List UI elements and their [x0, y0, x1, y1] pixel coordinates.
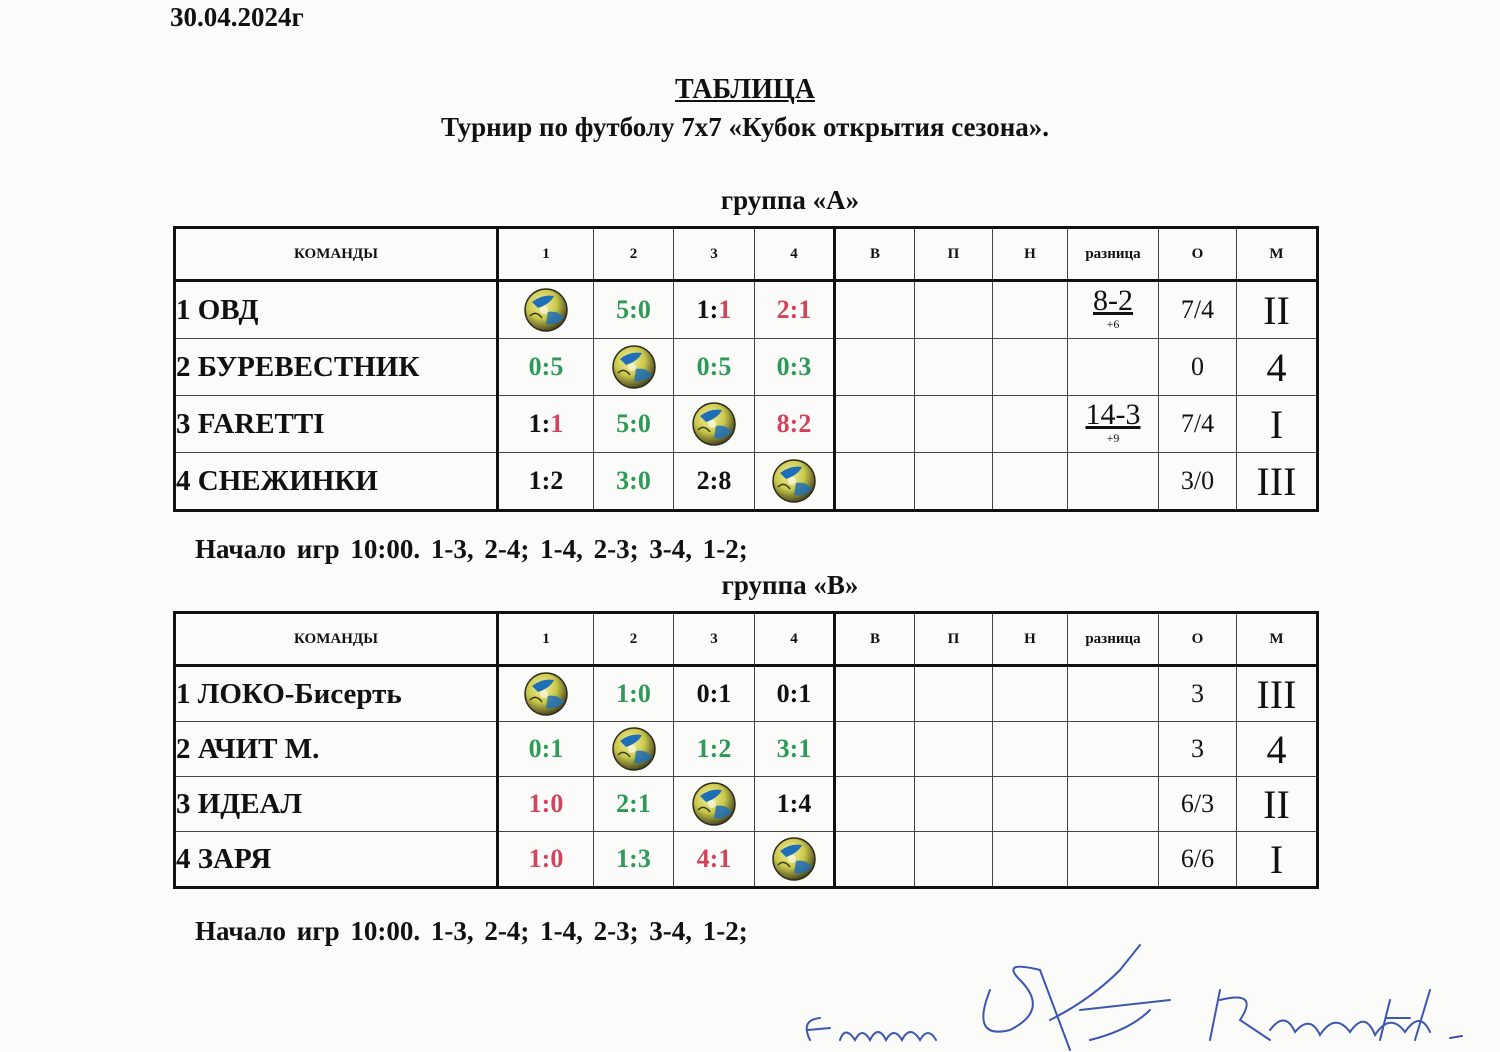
wins-cell [835, 722, 915, 777]
losses-cell [915, 281, 993, 339]
score-cell: 1:2 [498, 453, 594, 511]
group-b-title: группа «В» [721, 570, 859, 600]
score-cell: 0:5 [498, 339, 594, 396]
wins-cell [835, 339, 915, 396]
score-cell: 4:1 [674, 832, 755, 888]
losses-cell [915, 722, 993, 777]
diagonal-cell [498, 666, 594, 722]
table-row [175, 777, 1318, 832]
losses-cell [915, 666, 993, 722]
score-cell: 2:8 [674, 453, 755, 511]
team-name: 2 БУРЕВЕСТНИК [175, 339, 498, 396]
place-cell: 4 [1237, 722, 1318, 777]
table-row [175, 339, 1318, 396]
goal-difference: 14-3 [1085, 397, 1141, 431]
header-col-4: 4 [755, 613, 835, 666]
goal-difference-net: +9 [1106, 430, 1120, 445]
header-col-1: 1 [498, 228, 594, 281]
score-cell: 5:0 [594, 396, 674, 453]
document-date: 30.04.2024г [170, 2, 304, 32]
difference-cell [1068, 722, 1159, 777]
difference-cell [1068, 832, 1159, 888]
goal-difference: 8-2 [1093, 283, 1133, 317]
place-cell: I [1237, 832, 1318, 888]
place-cell: I [1237, 396, 1318, 453]
header-row [175, 228, 1318, 281]
draws-cell [993, 396, 1068, 453]
table-row [175, 396, 1318, 453]
header-col-3: 3 [674, 228, 755, 281]
score-cell: 5:0 [594, 281, 674, 339]
losses-cell [915, 396, 993, 453]
header-losses: П [915, 228, 993, 281]
header-wins: В [835, 228, 915, 281]
header-draws: Н [993, 228, 1068, 281]
draws-cell [993, 453, 1068, 511]
soccer-ball-icon [524, 672, 568, 716]
difference-cell [1068, 453, 1159, 511]
header-difference: разница [1068, 613, 1159, 666]
score-cell: 2:1 [594, 777, 674, 832]
soccer-ball-icon [612, 727, 656, 771]
points-cell: 7/4 [1159, 396, 1237, 453]
header-points: О [1159, 228, 1237, 281]
group-a-table [173, 226, 1319, 512]
losses-cell [915, 832, 993, 888]
score-cell: 3:0 [594, 453, 674, 511]
soccer-ball-icon [692, 782, 736, 826]
score-cell: 8:2 [755, 396, 835, 453]
draws-cell [993, 281, 1068, 339]
wins-cell [835, 832, 915, 888]
group-b-schedule: Начало игр 10:00. 1-3, 2-4; 1-4, 2-3; 3-4, 1-2; [195, 916, 748, 946]
difference-cell [1068, 339, 1159, 396]
team-name: 4 СНЕЖИНКИ [175, 453, 498, 511]
soccer-ball-icon [772, 459, 816, 503]
tournament-subtitle: Турнир по футболу 7х7 «Кубок открытия сезона». [440, 112, 1050, 142]
score-cell: 1:3 [594, 832, 674, 888]
group-b-table [173, 611, 1319, 889]
header-place: М [1237, 228, 1318, 281]
table-row [175, 453, 1318, 511]
difference-cell [1068, 666, 1159, 722]
header-row [175, 613, 1318, 666]
header-draws: Н [993, 613, 1068, 666]
diagonal-cell [594, 339, 674, 396]
header-teams: КОМАНДЫ [175, 228, 498, 281]
score-part: 1 [718, 295, 732, 324]
header-col-4: 4 [755, 228, 835, 281]
diagonal-cell [498, 281, 594, 339]
header-col-2: 2 [594, 228, 674, 281]
points-cell: 3 [1159, 666, 1237, 722]
difference-cell [1068, 281, 1159, 339]
wins-cell [835, 666, 915, 722]
diagonal-cell [755, 453, 835, 511]
team-name: 1 ЛОКО-Бисерть [175, 666, 498, 722]
score-part: 1 [550, 409, 564, 438]
document-title: ТАБЛИЦА [675, 74, 815, 105]
losses-cell [915, 339, 993, 396]
score-cell: 1:4 [755, 777, 835, 832]
score-part: 1: [696, 295, 719, 324]
table-row [175, 666, 1318, 722]
handwritten-signature [790, 940, 1490, 1052]
points-cell: 3 [1159, 722, 1237, 777]
score-cell: 1:0 [498, 777, 594, 832]
soccer-ball-icon [772, 837, 816, 881]
place-cell: 4 [1237, 339, 1318, 396]
losses-cell [915, 777, 993, 832]
wins-cell [835, 453, 915, 511]
place-cell: II [1237, 281, 1318, 339]
soccer-ball-icon [612, 345, 656, 389]
score-cell: 0:5 [674, 339, 755, 396]
table-row [175, 281, 1318, 339]
score-cell [498, 396, 594, 453]
wins-cell [835, 396, 915, 453]
points-cell: 0 [1159, 339, 1237, 396]
draws-cell [993, 722, 1068, 777]
place-cell: III [1237, 666, 1318, 722]
soccer-ball-icon [524, 288, 568, 332]
group-a-title: группа «А» [720, 185, 860, 215]
score-cell: 1:0 [594, 666, 674, 722]
table-row [175, 722, 1318, 777]
diagonal-cell [674, 396, 755, 453]
team-name: 2 АЧИТ М. [175, 722, 498, 777]
score-cell: 0:3 [755, 339, 835, 396]
points-cell: 6/3 [1159, 777, 1237, 832]
draws-cell [993, 339, 1068, 396]
place-cell: II [1237, 777, 1318, 832]
score-cell [674, 281, 755, 339]
draws-cell [993, 777, 1068, 832]
header-col-2: 2 [594, 613, 674, 666]
soccer-ball-icon [692, 402, 736, 446]
team-name: 4 ЗАРЯ [175, 832, 498, 888]
score-cell: 2:1 [755, 281, 835, 339]
diagonal-cell [674, 777, 755, 832]
goal-difference-net: +6 [1106, 316, 1120, 331]
header-teams: КОМАНДЫ [175, 613, 498, 666]
draws-cell [993, 832, 1068, 888]
score-part: 1: [528, 409, 551, 438]
team-name: 1 ОВД [175, 281, 498, 339]
difference-cell [1068, 396, 1159, 453]
score-cell: 0:1 [498, 722, 594, 777]
header-place: М [1237, 613, 1318, 666]
header-col-3: 3 [674, 613, 755, 666]
losses-cell [915, 453, 993, 511]
diagonal-cell [755, 832, 835, 888]
header-wins: В [835, 613, 915, 666]
score-cell: 0:1 [674, 666, 755, 722]
wins-cell [835, 777, 915, 832]
wins-cell [835, 281, 915, 339]
diagonal-cell [594, 722, 674, 777]
place-cell: III [1237, 453, 1318, 511]
points-cell: 7/4 [1159, 281, 1237, 339]
header-points: О [1159, 613, 1237, 666]
score-cell: 0:1 [755, 666, 835, 722]
group-a-schedule: Начало игр 10:00. 1-3, 2-4; 1-4, 2-3; 3-4, 1-2; [195, 534, 748, 564]
score-cell: 3:1 [755, 722, 835, 777]
team-name: 3 ИДЕАЛ [175, 777, 498, 832]
score-cell: 1:0 [498, 832, 594, 888]
points-cell: 3/0 [1159, 453, 1237, 511]
score-cell: 1:2 [674, 722, 755, 777]
difference-cell [1068, 777, 1159, 832]
header-col-1: 1 [498, 613, 594, 666]
header-losses: П [915, 613, 993, 666]
table-row [175, 832, 1318, 888]
team-name: 3 FARETTI [175, 396, 498, 453]
header-difference: разница [1068, 228, 1159, 281]
draws-cell [993, 666, 1068, 722]
points-cell: 6/6 [1159, 832, 1237, 888]
